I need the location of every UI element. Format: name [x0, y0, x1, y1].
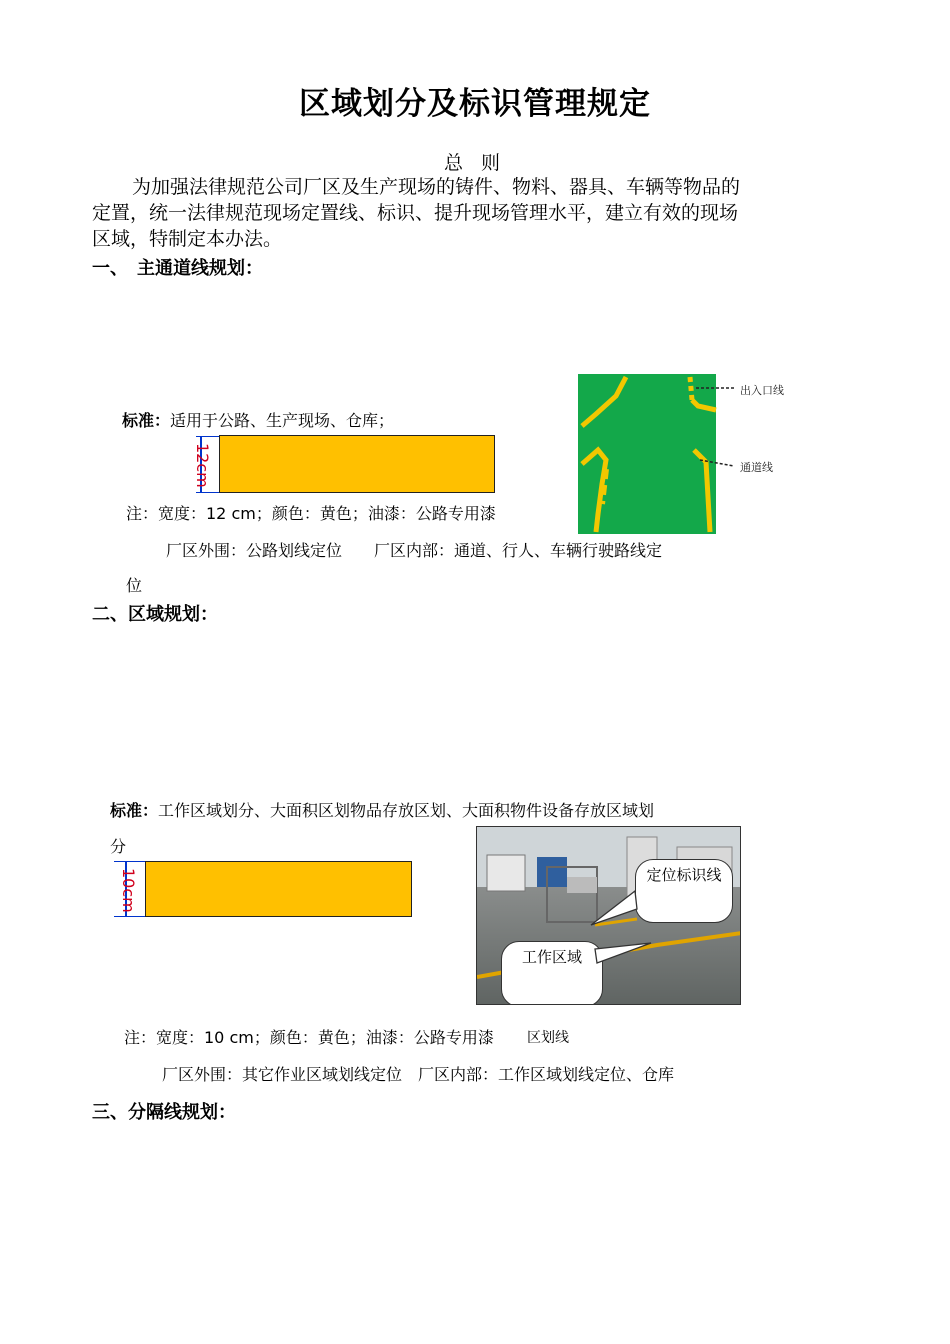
general-line-1: 为加强法律规范公司厂区及生产现场的铸件、物料、器具、车辆等物品的 [132, 176, 741, 198]
section2-dimension-tick-top [114, 861, 146, 862]
general-line-2: 定置，统一法律规范现场定置线、标识、提升现场管理水平，建立有效的现场 [92, 202, 739, 224]
general-paragraph [92, 174, 858, 252]
section2-standard-label: 标准： [110, 801, 159, 820]
road-line-diagram [578, 374, 793, 534]
section2-note: 注：宽度：10 cm；颜色：黄色；油漆：公路专用漆 [124, 1028, 494, 1047]
section2-heading: 二、区域规划： [92, 604, 218, 625]
section2-standard [110, 798, 654, 821]
section2-standard-text: 工作区域划分、大面积区划物品存放区划、大面积物件设备存放区域划 [158, 801, 655, 820]
section1-dimension-tick-top [196, 436, 220, 437]
section2-dimension-tick-bottom [114, 916, 146, 917]
section1-standard-label: 标准： [122, 411, 171, 430]
section2-scope-line: 厂区外围：其它作业区域划线定位 厂区内部：工作区域划线定位、仓库 [162, 1065, 675, 1084]
section2-dimension-label: 10cm [119, 868, 138, 913]
section2-yellow-line-sample [145, 861, 412, 917]
general-heading: 总 则 [443, 152, 507, 174]
diagram-label-channel: 通道线 [740, 461, 773, 474]
section1-yellow-line-sample [219, 435, 495, 493]
section1-dimension-tick-bottom [196, 492, 220, 493]
callout-work-area-pointer [593, 939, 653, 969]
general-line-3: 区域，特制定本办法。 [92, 228, 283, 250]
section1-scope-line-1: 厂区外围：公路划线定位 厂区内部：通道、行人、车辆行驶路线定 [166, 541, 663, 560]
workshop-photo [476, 826, 741, 1005]
diagram-label-entrance: 出入口线 [740, 384, 784, 397]
section1-heading: 一、 主通道线规划： [92, 258, 263, 279]
section1-standard-text: 适用于公路、生产现场、仓库； [170, 411, 395, 430]
callout-work-area: 工作区域 [501, 941, 603, 1005]
callout-position-line: 定位标识线 [635, 859, 733, 923]
section1-standard [122, 408, 394, 431]
section3-heading: 三、分隔线规划： [92, 1102, 236, 1123]
section1-dimension-label: 12cm [193, 443, 212, 488]
section2-note-overlap: 区划线 [527, 1030, 569, 1046]
section1-note: 注：宽度：12 cm；颜色：黄色；油漆：公路专用漆 [126, 504, 496, 523]
document-title: 区域划分及标识管理规定 [299, 86, 651, 122]
callout-position-pointer [587, 887, 647, 927]
section2-standard-text-2: 分 [110, 837, 127, 856]
section1-scope-line-2: 位 [126, 576, 143, 595]
